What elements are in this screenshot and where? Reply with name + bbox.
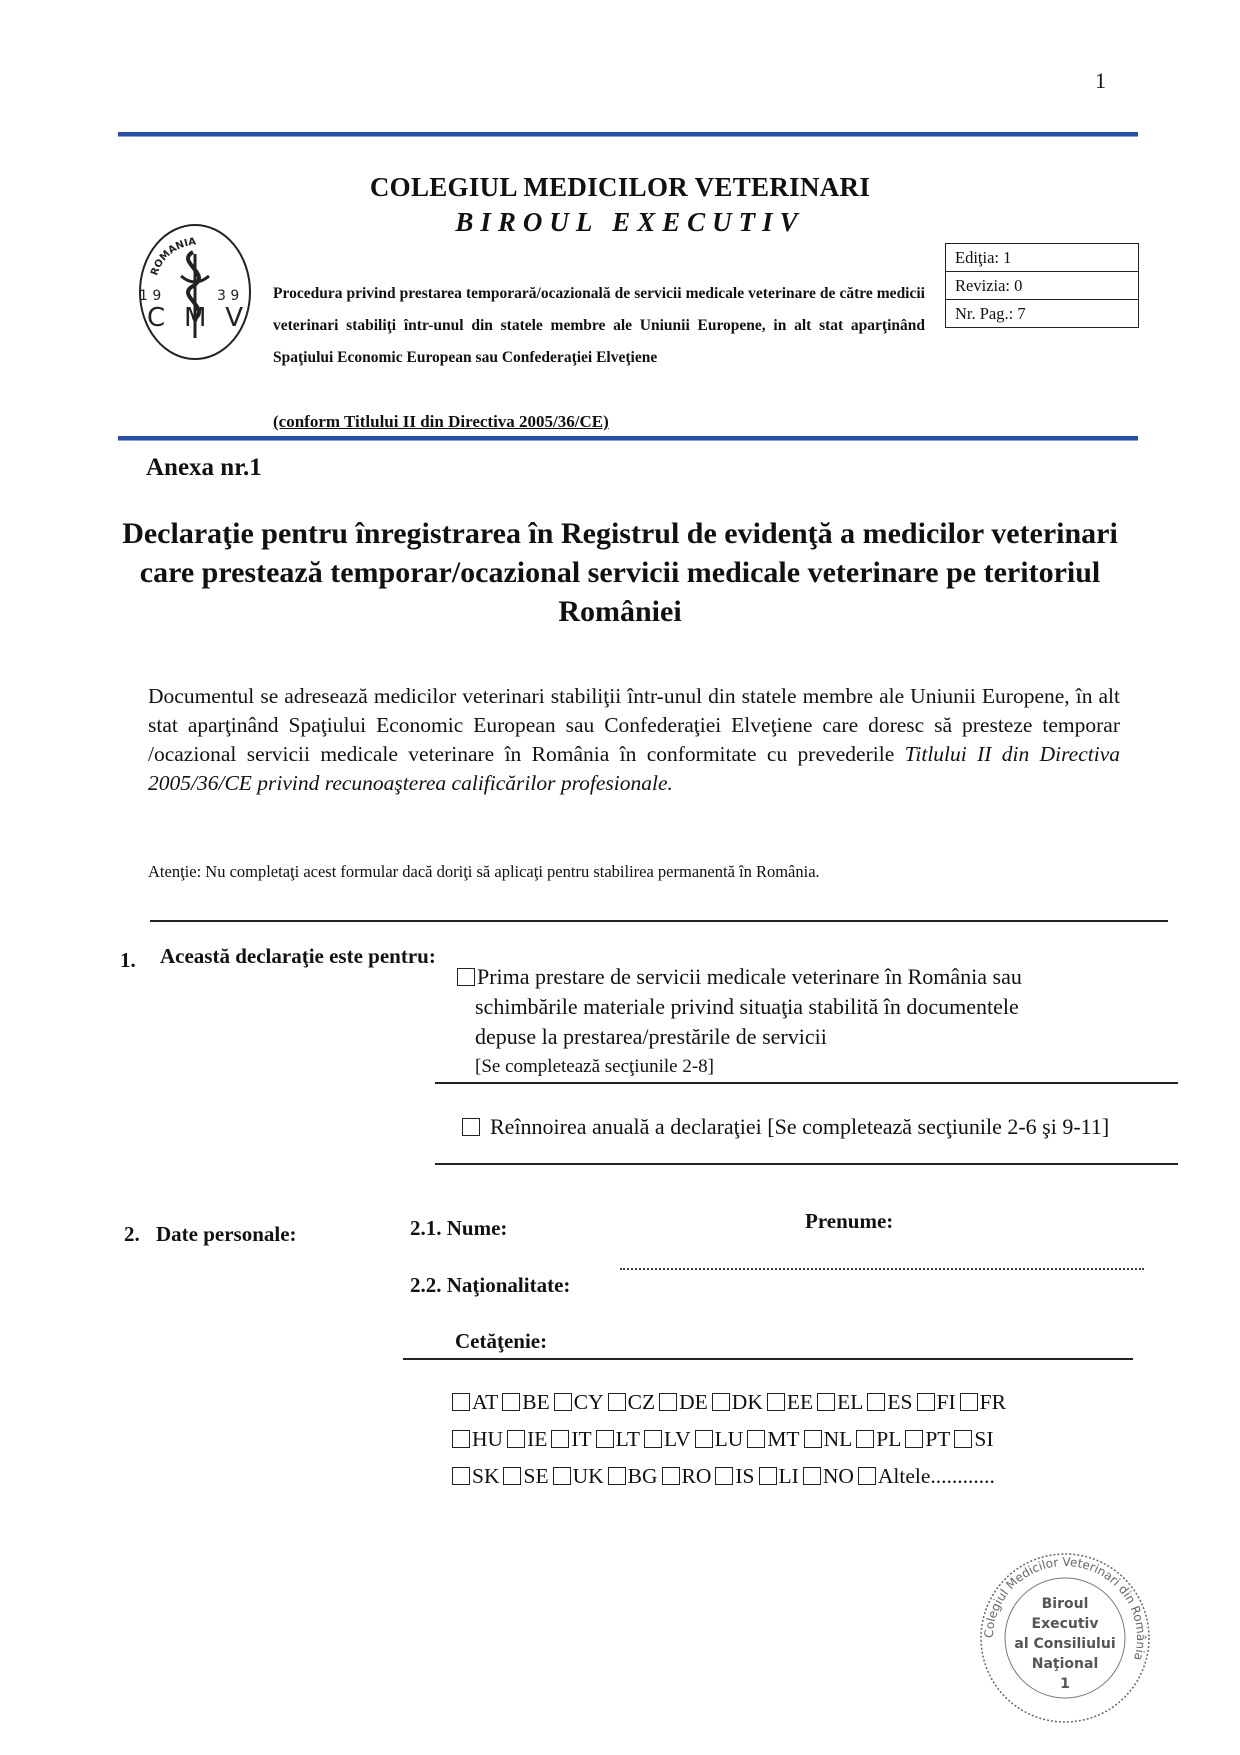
citizenship-checkboxes — [452, 1384, 1010, 1495]
country-checkbox[interactable] — [596, 1430, 614, 1448]
stamp-ring-text: Colegiul Medicilor Veterinari din România — [981, 1554, 1149, 1662]
countries-row-1 — [452, 1384, 1010, 1421]
country-checkbox[interactable] — [502, 1393, 520, 1411]
option-first-line4: [Se completează secţiunile 2-8] — [475, 1056, 714, 1077]
country-option-dk[interactable] — [712, 1390, 763, 1414]
country-checkbox[interactable] — [452, 1467, 470, 1485]
logo-letters: C M V — [147, 303, 243, 333]
country-option-mt[interactable] — [747, 1427, 799, 1451]
country-code: PT — [925, 1427, 951, 1451]
intro-paragraph — [148, 682, 1120, 798]
logo-year-left: 1 9 — [139, 288, 162, 304]
country-checkbox[interactable] — [662, 1467, 680, 1485]
country-checkbox[interactable] — [503, 1467, 521, 1485]
stamp-line3: al Consiliului — [1014, 1636, 1116, 1652]
country-code: NO — [822, 1464, 854, 1488]
country-code: EL — [837, 1390, 864, 1414]
country-checkbox[interactable] — [712, 1393, 730, 1411]
country-option-fr[interactable] — [960, 1390, 1006, 1414]
country-option-cz[interactable] — [608, 1390, 655, 1414]
country-checkbox[interactable] — [905, 1430, 923, 1448]
country-checkbox[interactable] — [759, 1467, 777, 1485]
attention-note: Atenţie: Nu completaţi acest formular dacă doriţi să aplicaţi pentru stabilirea permanentă în România. — [148, 862, 820, 881]
stamp-line1: Biroul — [1041, 1596, 1089, 1612]
section-1-number: 1. — [120, 948, 136, 972]
country-code: FI — [936, 1390, 956, 1414]
country-option-si[interactable] — [954, 1427, 993, 1451]
stamp-line4: Naţional — [1031, 1656, 1099, 1672]
divider — [435, 1082, 1178, 1084]
country-code: LI — [778, 1464, 799, 1488]
country-checkbox[interactable] — [858, 1467, 876, 1485]
country-checkbox[interactable] — [695, 1430, 713, 1448]
country-code: AT — [472, 1390, 499, 1414]
checkbox-first-provision[interactable] — [457, 968, 475, 986]
country-code: SI — [974, 1427, 994, 1451]
country-code: IT — [571, 1427, 592, 1451]
country-code: ES — [887, 1390, 913, 1414]
header-rule-top — [118, 132, 1138, 137]
country-checkbox[interactable] — [551, 1430, 569, 1448]
revision: Revizia: 0 — [946, 272, 1138, 300]
intro-italic: Titlului II din Directiva 2005/36/CE privind recunoaşterea calificărilor profesionale. — [148, 742, 1121, 795]
edition-box — [945, 243, 1139, 328]
procedure-title: Procedura privind prestarea temporară/ocazională de servicii medicale veterinare de către medicii veterinari stabiliţi într-unul din statele membre ale Uniunii Europene, in alt stat aparţinând Spaţiului Economic European sau Confederaţiei Elveţiene — [273, 285, 925, 366]
country-option-de[interactable] — [659, 1390, 708, 1414]
country-option-lt[interactable] — [596, 1427, 640, 1451]
section-2-number: 2. — [124, 1222, 140, 1246]
country-checkbox[interactable] — [803, 1467, 821, 1485]
country-option-fi[interactable] — [917, 1390, 956, 1414]
country-code: BE — [522, 1390, 550, 1414]
country-option-altele[interactable] — [858, 1464, 995, 1488]
citizenship-label: Cetăţenie: — [455, 1329, 548, 1353]
option-first-provision[interactable] — [457, 962, 1157, 1082]
nationality-input[interactable] — [620, 1268, 1144, 1270]
nationality-label: 2.2. Naţionalitate: — [410, 1273, 571, 1297]
country-option-es[interactable] — [867, 1390, 912, 1414]
country-code: SK — [472, 1464, 500, 1488]
country-option-ro[interactable] — [662, 1464, 712, 1488]
country-code: CY — [573, 1390, 604, 1414]
country-code: NL — [823, 1427, 853, 1451]
country-option-is[interactable] — [715, 1464, 754, 1488]
country-code: EE — [786, 1390, 814, 1414]
country-option-hu[interactable] — [452, 1427, 503, 1451]
country-option-el[interactable] — [817, 1390, 863, 1414]
country-code: LU — [714, 1427, 744, 1451]
country-option-lv[interactable] — [644, 1427, 691, 1451]
country-option-lu[interactable] — [695, 1427, 744, 1451]
divider — [150, 920, 1168, 922]
country-option-ie[interactable] — [507, 1427, 547, 1451]
country-code: IS — [735, 1464, 755, 1488]
country-option-pt[interactable] — [905, 1427, 950, 1451]
country-checkbox[interactable] — [715, 1467, 733, 1485]
country-option-pl[interactable] — [856, 1427, 901, 1451]
option-first-line2: schimbările materiale privind situaţia stabilită în documentele — [475, 994, 1019, 1019]
divider — [435, 1163, 1178, 1165]
country-checkbox[interactable] — [804, 1430, 822, 1448]
option-first-line3: depuse la prestarea/prestările de servicii — [475, 1024, 827, 1049]
header-rule-bottom — [118, 436, 1138, 441]
country-checkbox[interactable] — [452, 1393, 470, 1411]
country-option-ee[interactable] — [767, 1390, 813, 1414]
country-option-be[interactable] — [502, 1390, 549, 1414]
country-code: RO — [681, 1464, 712, 1488]
country-code: LT — [615, 1427, 640, 1451]
option-annual-renewal-label: Reînnoirea anuală a declaraţiei [Se completează secţiunile 2-6 şi 9-11] — [490, 1114, 1110, 1139]
country-checkbox[interactable] — [644, 1430, 662, 1448]
organization-name: COLEGIUL MEDICILOR VETERINARI — [369, 172, 871, 202]
country-code: HU — [472, 1427, 504, 1451]
document-title: Declaraţie pentru înregistrarea în Registrul de evidenţă a medicilor veterinari care prestează temporar/ocazional servicii medicale veterinare pe teritoriul României — [122, 517, 1118, 628]
bureau-name: BIROUL EXECUTIV — [455, 207, 805, 237]
country-checkbox[interactable] — [553, 1467, 571, 1485]
divider — [403, 1358, 1133, 1360]
section-2-title: Date personale: — [156, 1222, 297, 1246]
cmv-logo — [135, 216, 255, 366]
country-checkbox[interactable] — [817, 1393, 835, 1411]
edition: Ediţia: 1 — [946, 244, 1138, 272]
country-checkbox[interactable] — [747, 1430, 765, 1448]
option-annual-renewal[interactable] — [462, 1114, 1109, 1140]
stamp-line2: Executiv — [1031, 1616, 1099, 1632]
intro-text: Documentul se adresează medicilor veterinari stabiliţii într-unul din statele membre ale Uniunii Europene, în alt stat aparţinând Spaţiului Economic European sau Confederaţiei Elveţiene care doresc să presteze temporar /ocazional servicii medicale veterinare în România în conformitate cu prevederile — [148, 684, 1120, 766]
country-code: BG — [627, 1464, 658, 1488]
country-checkbox[interactable] — [608, 1467, 626, 1485]
country-checkbox[interactable] — [954, 1430, 972, 1448]
countries-row-3 — [452, 1458, 1010, 1495]
country-code: DE — [679, 1390, 708, 1414]
option-first-line1: Prima prestare de servicii medicale veterinare în România sau — [477, 964, 1022, 989]
page-number: 1 — [1095, 68, 1106, 93]
country-option-sk[interactable] — [452, 1464, 499, 1488]
country-code: UK — [572, 1464, 604, 1488]
country-option-li[interactable] — [759, 1464, 799, 1488]
name-label: 2.1. Nume: — [410, 1216, 508, 1240]
firstname-label: Prenume: — [805, 1209, 894, 1233]
country-code: FR — [979, 1390, 1006, 1414]
country-checkbox[interactable] — [507, 1430, 525, 1448]
stamp-line5: 1 — [1060, 1676, 1070, 1692]
annex-label: Anexa nr.1 — [146, 454, 262, 481]
country-option-nl[interactable] — [804, 1427, 853, 1451]
country-code: SE — [523, 1464, 549, 1488]
country-option-se[interactable] — [503, 1464, 548, 1488]
checkbox-annual-renewal[interactable] — [462, 1118, 480, 1136]
country-checkbox[interactable] — [608, 1393, 626, 1411]
country-option-it[interactable] — [551, 1427, 591, 1451]
country-checkbox[interactable] — [767, 1393, 785, 1411]
country-checkbox[interactable] — [917, 1393, 935, 1411]
country-code: IE — [527, 1427, 548, 1451]
section-1-title: Această declaraţie este pentru: — [160, 944, 436, 968]
country-option-no[interactable] — [803, 1464, 854, 1488]
country-code: Altele............ — [877, 1464, 995, 1488]
country-code: MT — [767, 1427, 800, 1451]
country-code: LV — [663, 1427, 691, 1451]
country-code: CZ — [627, 1390, 656, 1414]
country-checkbox[interactable] — [867, 1393, 885, 1411]
country-code: DK — [731, 1390, 763, 1414]
country-option-uk[interactable] — [553, 1464, 604, 1488]
countries-row-2 — [452, 1421, 1010, 1458]
country-checkbox[interactable] — [960, 1393, 978, 1411]
country-code: PL — [876, 1427, 902, 1451]
directive-reference: (conform Titlului II din Directiva 2005/36/CE) — [273, 412, 609, 431]
logo-ring-text: ROMANIA — [149, 236, 197, 278]
official-stamp — [975, 1548, 1155, 1728]
country-checkbox[interactable] — [452, 1430, 470, 1448]
country-checkbox[interactable] — [554, 1393, 572, 1411]
country-option-bg[interactable] — [608, 1464, 658, 1488]
page-count: Nr. Pag.: 7 — [955, 304, 1026, 323]
logo-year-right: 3 9 — [217, 288, 240, 304]
country-checkbox[interactable] — [856, 1430, 874, 1448]
country-option-cy[interactable] — [554, 1390, 604, 1414]
country-option-at[interactable] — [452, 1390, 498, 1414]
country-checkbox[interactable] — [659, 1393, 677, 1411]
